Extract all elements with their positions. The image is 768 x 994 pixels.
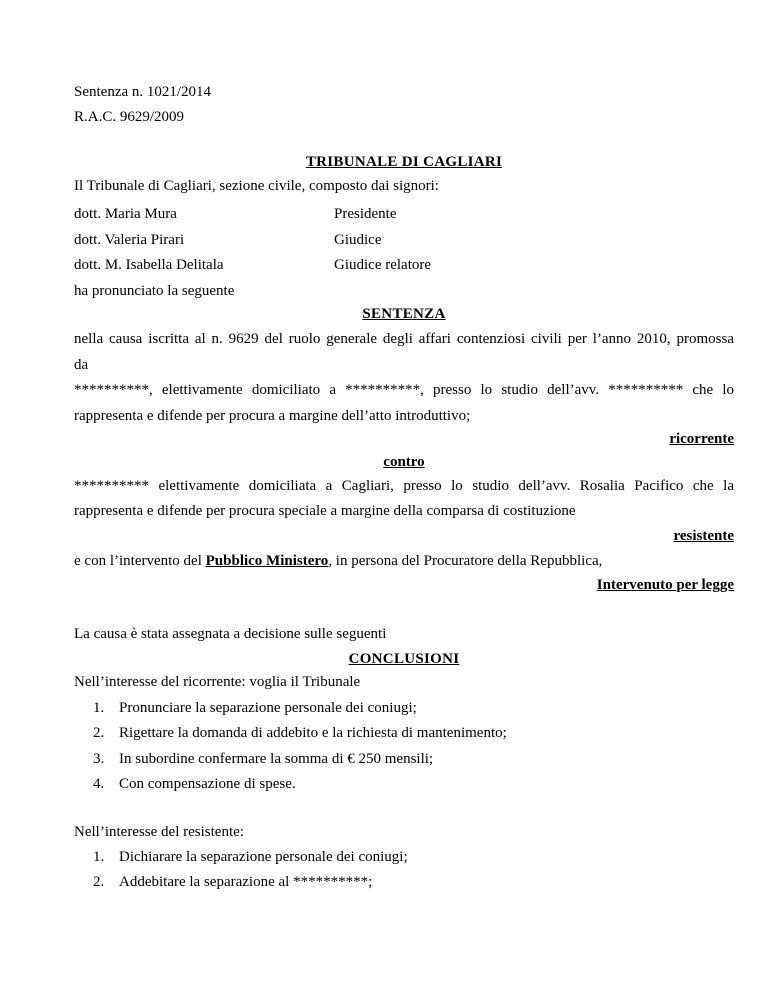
cause-line-3: **********, elettivamente domiciliato a **********, presso lo studio dell’avv. ********** che lo: [74, 382, 734, 398]
contro-label: contro: [383, 454, 425, 470]
list-item: [93, 724, 507, 742]
ricorrente-label: ricorrente: [669, 431, 734, 447]
cause-line-2: da: [74, 357, 89, 373]
cause-line-1: nella causa iscritta al n. 9629 del ruolo generale degli affari contenziosi civili per l’anno 2010, promossa: [74, 331, 734, 347]
judge-name: dott. Valeria Pirari: [74, 232, 185, 248]
list-text: Rigettare la domanda di addebito e la richiesta di mantenimento;: [119, 725, 507, 741]
sentenza-number: Sentenza n. 1021/2014: [74, 84, 212, 100]
pm-name: Pubblico Ministero: [205, 553, 329, 569]
judge-role: Presidente: [334, 206, 397, 222]
list-number: 1.: [93, 849, 105, 865]
list-text: In subordine confermare la somma di € 250 mensili;: [119, 751, 434, 767]
list-number: 3.: [93, 751, 105, 767]
list-item: [93, 775, 296, 793]
causa-assegnata: La causa è stata assegnata a decisione sulle seguenti: [74, 626, 387, 642]
judge-name: dott. M. Isabella Delitala: [74, 257, 224, 273]
list-text: Addebitare la separazione al **********;: [119, 874, 373, 890]
resistente-party-line-1: ********** elettivamente domiciliata a Cagliari, presso lo studio dell’avv. Rosalia Pacifico che la: [74, 478, 734, 494]
resistente-interest: Nell’interesse del resistente:: [74, 824, 244, 840]
list-number: 4.: [93, 776, 105, 792]
judge-role: Giudice: [334, 232, 382, 248]
list-text: Dichiarare la separazione personale dei coniugi;: [119, 849, 408, 865]
resistente-label: resistente: [673, 528, 734, 544]
list-text: Con compensazione di spese.: [119, 776, 296, 792]
pm-line: [74, 552, 602, 570]
list-number: 1.: [93, 700, 105, 716]
court-title: TRIBUNALE DI CAGLIARI: [305, 154, 503, 170]
list-item: [93, 873, 372, 891]
rac-number: R.A.C. 9629/2009: [74, 109, 185, 125]
pm-after: , in persona del Procuratore della Repubblica,: [328, 553, 603, 569]
resistente-party-line-2: rappresenta e difende per procura speciale a margine della comparsa di costituzione: [74, 503, 576, 519]
list-item: [93, 848, 408, 866]
list-number: 2.: [93, 874, 105, 890]
intervenuto-label: Intervenuto per legge: [596, 577, 734, 593]
judge-role: Giudice relatore: [334, 257, 432, 273]
pronounced-text: ha pronunciato la seguente: [74, 283, 235, 299]
list-number: 2.: [93, 725, 105, 741]
judge-name: dott. Maria Mura: [74, 206, 177, 222]
list-item: [93, 699, 417, 717]
pm-before: e con l’intervento del: [74, 553, 206, 569]
list-item: [93, 750, 433, 768]
sentenza-title: SENTENZA: [362, 306, 446, 322]
conclusioni-title: CONCLUSIONI: [348, 651, 460, 667]
composition-intro: Il Tribunale di Cagliari, sezione civile, composto dai signori:: [74, 178, 439, 194]
ricorrente-interest: Nell’interesse del ricorrente: voglia il Tribunale: [74, 674, 361, 690]
list-text: Pronunciare la separazione personale dei coniugi;: [119, 700, 417, 716]
cause-line-4: rappresenta e difende per procura a margine dell’atto introduttivo;: [74, 408, 471, 424]
